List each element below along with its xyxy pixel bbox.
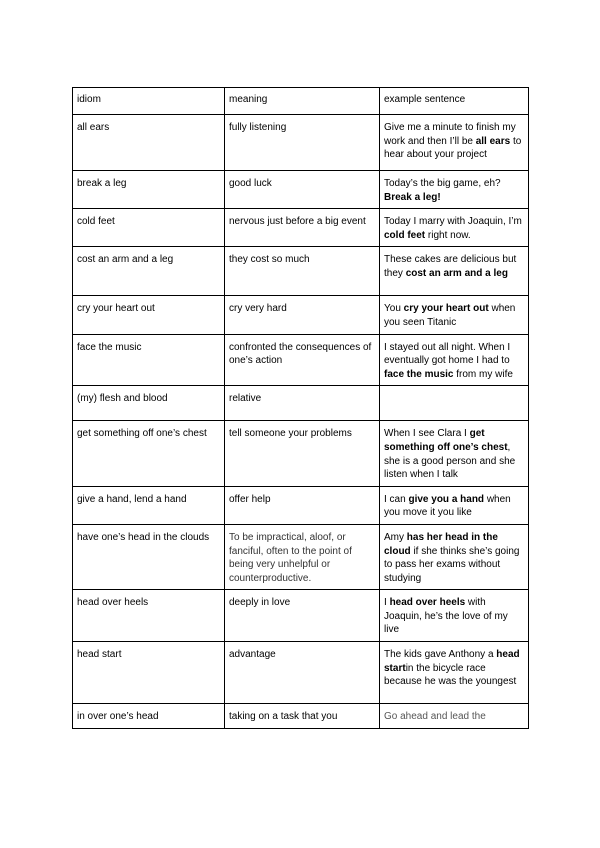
idiom-highlight: all ears — [475, 135, 511, 147]
table-row — [73, 334, 529, 386]
sentence-text: , she is a good person and she listen when I talk — [384, 441, 516, 481]
example-sentence-cell — [380, 486, 529, 524]
idiom-cell: get something off one’s chest — [73, 421, 225, 486]
idioms-table — [72, 87, 529, 729]
meaning-cell: deeply in love — [225, 590, 380, 642]
sentence-text: I stayed out all night. When I eventually got home I had to — [384, 341, 511, 367]
idiom-cell: cold feet — [73, 209, 225, 247]
example-sentence-cell — [380, 704, 529, 729]
idiom-highlight: Break a leg! — [384, 191, 441, 203]
example-sentence-cell — [380, 421, 529, 486]
idiom-cell: in over one’s head — [73, 704, 225, 729]
table-row — [73, 115, 529, 171]
example-sentence-cell — [380, 524, 529, 589]
example-sentence-cell — [380, 171, 529, 209]
meaning-cell: offer help — [225, 486, 380, 524]
meaning-cell: nervous just before a big event — [225, 209, 380, 247]
idiom-highlight: head over heels — [389, 597, 466, 609]
example-sentence-cell — [380, 334, 529, 386]
sentence-text: Today’s the big game, eh? — [384, 178, 501, 189]
meaning-cell: cry very hard — [225, 296, 380, 334]
sentence-text: when you seen Titanic — [384, 303, 516, 328]
meaning-cell: taking on a task that you — [225, 704, 380, 729]
table-row — [73, 421, 529, 486]
header-meaning: meaning — [225, 88, 380, 115]
idiom-cell: give a hand, lend a hand — [73, 486, 225, 524]
sentence-text: When I see Clara I — [384, 428, 470, 440]
meaning-cell: they cost so much — [225, 247, 380, 296]
table-row — [73, 486, 529, 524]
sentence-text: right now. — [425, 229, 471, 241]
sentence-text: I can — [384, 493, 409, 505]
sentence-text: to hear about your project — [384, 135, 522, 161]
idiom-highlight: face the music — [384, 368, 454, 380]
table-row — [73, 642, 529, 704]
example-sentence-cell — [380, 590, 529, 642]
sentence-text: The kids gave Anthony a — [384, 649, 497, 661]
idiom-cell: head over heels — [73, 590, 225, 642]
idiom-cell: all ears — [73, 115, 225, 171]
example-sentence-cell — [380, 209, 529, 247]
sentence-text: Amy — [384, 531, 407, 543]
idiom-highlight: cry your heart out — [403, 303, 489, 315]
meaning-cell: To be impractical, aloof, or fanciful, often to the point of being very unhelpful or counterproductive. — [225, 524, 380, 589]
sentence-text: Today I marry with Joaquin, I’m — [384, 216, 522, 228]
idiom-cell: have one’s head in the clouds — [73, 524, 225, 589]
idiom-highlight: cost an arm and a leg — [405, 267, 508, 279]
meaning-cell: tell someone your problems — [225, 421, 380, 486]
idiom-cell: break a leg — [73, 171, 225, 209]
meaning-cell: advantage — [225, 642, 380, 704]
idiom-cell: head start — [73, 642, 225, 704]
table-row — [73, 386, 529, 421]
table-row — [73, 247, 529, 296]
header-example-sentence: example sentence — [380, 88, 529, 115]
sentence-text: with Joaquin, he’s the love of my live — [384, 597, 508, 636]
sentence-text: when you move it you like — [384, 493, 511, 519]
example-sentence-cell — [380, 247, 529, 296]
table-row — [73, 296, 529, 334]
idiom-highlight: get something off one’s chest — [384, 428, 508, 453]
sentence-text: You — [384, 303, 404, 315]
sentence-text: Give me a minute to finish my work and then I’ll be — [384, 122, 516, 147]
idiom-cell: cry your heart out — [73, 296, 225, 334]
table-row — [73, 704, 529, 729]
idiom-highlight: cold feet — [384, 229, 426, 241]
meaning-cell: confronted the consequences of one’s action — [225, 334, 380, 386]
example-sentence-cell — [380, 386, 529, 421]
meaning-cell: relative — [225, 386, 380, 421]
idiom-highlight: has her head in the cloud — [384, 531, 498, 557]
table-row — [73, 171, 529, 209]
table-header-row — [73, 88, 529, 115]
header-idiom: idiom — [73, 88, 225, 115]
table-row — [73, 209, 529, 247]
example-sentence-cell — [380, 296, 529, 334]
table-row — [73, 590, 529, 642]
sentence-text: from my wife — [453, 368, 513, 380]
sentence-text: in the bicycle race because he was the youngest — [384, 662, 517, 688]
idiom-highlight: head start — [384, 649, 520, 674]
meaning-cell: fully listening — [225, 115, 380, 171]
sentence-text: I — [384, 597, 390, 609]
idiom-highlight: give you a hand — [408, 493, 485, 505]
idiom-cell: face the music — [73, 334, 225, 386]
example-sentence-cell — [380, 115, 529, 171]
sentence-text: These cakes are delicious but they — [384, 254, 517, 279]
example-sentence-cell — [380, 642, 529, 704]
sentence-text: if she thinks she’s going to pass her exams without studying — [384, 545, 520, 584]
idiom-cell: (my) flesh and blood — [73, 386, 225, 421]
idiom-cell: cost an arm and a leg — [73, 247, 225, 296]
table-row — [73, 524, 529, 589]
meaning-cell: good luck — [225, 171, 380, 209]
sentence-text: Go ahead and lead the — [384, 711, 486, 723]
